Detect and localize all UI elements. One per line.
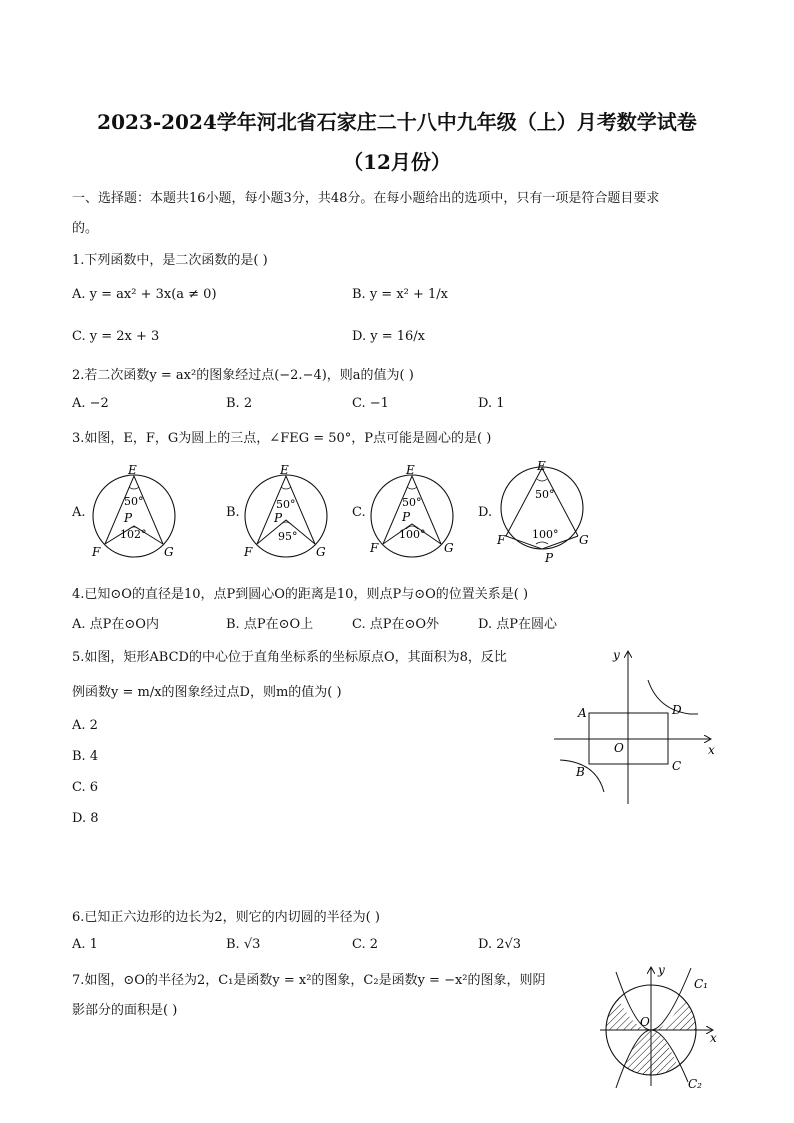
q3-option-b: B. [226,505,240,520]
label-g: G [316,545,326,559]
q5-option-d: D. 8 [72,811,99,826]
q3-figure-b [240,460,336,562]
q3-option-c: C. [352,505,366,520]
label-e: E [406,463,415,477]
label-p: P [274,511,283,525]
label-p: P [545,551,554,565]
q6-stem: 6.已知正六边形的边长为2，则它的内切圆的半径为( ) [72,910,380,925]
label-c1: C₁ [694,977,708,991]
angle-50: 50° [276,498,296,511]
label-g: G [579,533,589,547]
angle-label: 100° [399,528,426,541]
q5-stem: 5.如图，矩形ABCD的中心位于直角坐标系的坐标原点O，其面积为8，反比 [72,650,507,665]
label-o: O [614,741,624,755]
angle-50: 50° [124,495,144,508]
label-o: O [640,1015,650,1029]
q5-option-c: C. 6 [72,780,99,795]
label-x: x [710,1031,717,1045]
q2-stem: 2.若二次函数y = ax²的图象经过点(−2.−4)，则a的值为( ) [72,368,414,383]
angle-label: 100° [532,528,559,541]
q2-option-a: A. −2 [72,396,109,411]
label-a: A [578,706,587,720]
label-f: F [370,541,379,555]
q3-option-d: D. [478,505,493,520]
label-p: P [124,511,133,525]
q2-option-b: B. 2 [226,396,253,411]
label-c: C [672,759,682,773]
q3-figure-d [494,458,594,566]
label-f: F [497,533,506,547]
label-e: E [128,463,137,477]
label-y: y [613,648,620,662]
q5-option-a: A. 2 [72,718,98,733]
q6-option-c: C. 2 [352,937,379,952]
q1-option-b: B. y = x² + 1/x [352,287,449,302]
label-c2: C₂ [688,1077,702,1091]
q1-option-c: C. y = 2x + 3 [72,329,160,344]
q4-option-b: B. 点P在⊙O上 [226,617,314,632]
q6-option-d: D. 2√3 [478,937,522,952]
label-b: B [576,765,585,779]
angle-label: 102° [120,528,147,541]
q2-option-d: D. 1 [478,396,505,411]
q7-figure [596,958,726,1092]
page-title: 2023-2024学年河北省石家庄二十八中九年级（上）月考数学试卷 [97,110,697,134]
q1-option-a: A. y = ax² + 3x(a ≠ 0) [72,287,217,302]
q3-stem: 3.如图，E，F，G为圆上的三点，∠FEG = 50°，P点可能是圆心的是( ) [72,431,492,446]
q1-option-d: D. y = 16/x [352,329,425,344]
angle-50: 50° [402,496,422,509]
angle-label: 95° [278,530,298,543]
q7-stem-cont: 影部分的面积是( ) [72,1003,178,1018]
q6-option-a: A. 1 [72,937,98,952]
section-instructions: 一、选择题：本题共16小题，每小题3分，共48分。在每小题给出的选项中，只有一项是符合题目要求 [72,191,660,206]
q2-option-c: C. −1 [352,396,389,411]
label-f: F [244,545,253,559]
section-instructions-cont: 的。 [72,221,99,236]
q4-option-d: D. 点P在圆心 [478,617,557,632]
q5-figure [546,642,724,810]
q5-option-b: B. 4 [72,749,99,764]
q1-stem: 1.下列函数中，是二次函数的是( ) [72,253,268,268]
shaded-region-upper-right [651,988,696,1030]
label-e: E [280,463,289,477]
label-d: D [672,703,682,717]
q5-stem-cont: 例函数y = m/x的图象经过点D，则m的值为( ) [72,685,342,700]
q4-stem: 4.已知⊙O的直径是10，点P到圆心O的距离是10，则点P与⊙O的位置关系是( ) [72,587,529,602]
q3-figure-c [366,460,462,562]
angle-50: 50° [535,488,555,501]
q6-option-b: B. √3 [226,937,261,952]
label-p: P [402,510,411,524]
label-g: G [444,541,454,555]
q7-stem: 7.如图，⊙O的半径为2，C₁是函数y = x²的图象，C₂是函数y = −x²的图象，则阴 [72,973,546,988]
label-y: y [658,963,665,977]
label-g: G [164,545,174,559]
label-x: x [708,743,715,757]
label-e: E [537,459,546,473]
q3-figure-a [88,460,184,562]
q4-option-a: A. 点P在⊙O内 [72,617,159,632]
page-subtitle: （12月份） [343,150,451,174]
label-f: F [92,545,101,559]
q4-option-c: C. 点P在⊙O外 [352,617,440,632]
q3-option-a: A. [72,505,86,520]
